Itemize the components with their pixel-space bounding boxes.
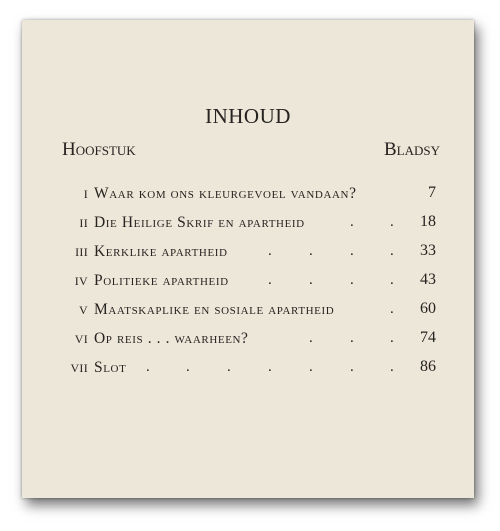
contents-row: VII Slot . . . . . . . 86: [70, 358, 436, 376]
contents-row: VI Op reis . . . waarheen? . . . 74: [74, 329, 436, 347]
chapter-number: III: [75, 245, 88, 259]
chapter-title: Waar kom ons kleurgevoel vandaan?: [94, 185, 357, 202]
chapter-page: 43: [420, 271, 436, 288]
contents-row: V Maatskaplike en sosiale apartheid . 60: [79, 300, 436, 318]
chapter-page: 7: [428, 184, 436, 201]
contents-row: III Kerklike apartheid . . . . 33: [75, 242, 436, 260]
chapter-number: VI: [74, 332, 88, 346]
chapter-number: II: [79, 216, 88, 230]
chapter-title: Maatskaplike en sosiale apartheid: [94, 301, 335, 318]
chapter-number: IV: [74, 274, 88, 288]
chapter-column-header: Hoofstuk: [62, 139, 136, 160]
page-column-header: Bladsy: [383, 139, 440, 160]
chapter-page: 60: [420, 300, 436, 317]
contents-title: INHOUD: [205, 104, 291, 128]
chapter-title: Politieke apartheid: [94, 272, 229, 289]
chapter-page: 18: [420, 213, 436, 230]
contents-row: [22, 185, 474, 207]
chapter-page: 86: [420, 358, 436, 375]
chapter-page: 33: [420, 242, 436, 259]
chapter-number: V: [79, 303, 88, 317]
contents-row: IV Politieke apartheid . . . . 43: [74, 271, 436, 289]
chapter-number: I: [83, 187, 88, 201]
book-page: [22, 20, 474, 498]
chapter-title: Die Heilige Skrif en apartheid: [94, 214, 305, 231]
chapter-title: Op reis . . . waarheen?: [94, 330, 249, 347]
chapter-number: VII: [70, 361, 88, 375]
contents-row: II Die Heilige Skrif en apartheid . . 18: [79, 213, 436, 231]
chapter-title: Slot: [94, 359, 127, 376]
chapter-page: 74: [420, 329, 436, 346]
chapter-title: Kerklike apartheid: [94, 243, 228, 260]
